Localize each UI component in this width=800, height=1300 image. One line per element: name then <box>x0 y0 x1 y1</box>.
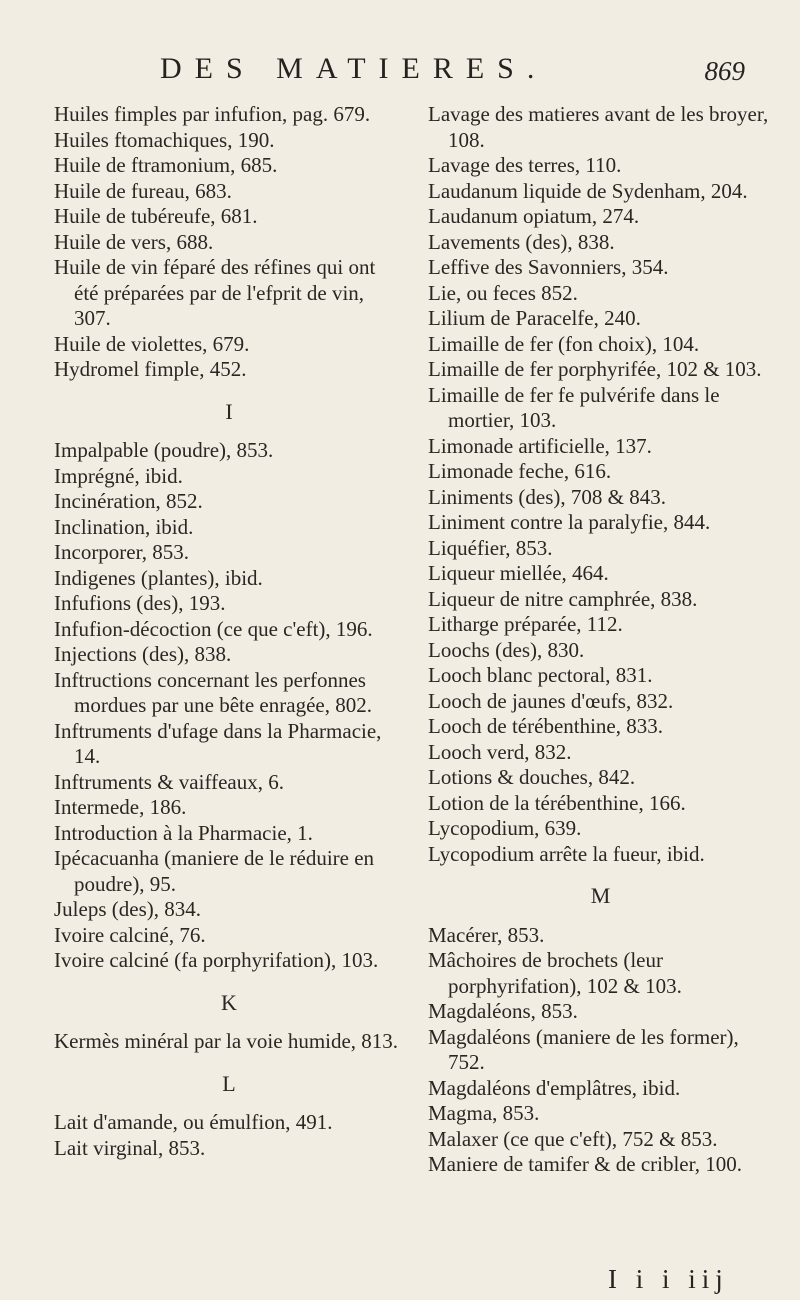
section-letter-k: K <box>221 989 237 1015</box>
index-entry: Limonade feche, 616. <box>428 459 612 483</box>
index-entry: Liniment contre la paralyfie, 844. <box>428 510 711 534</box>
index-entry: Loochs (des), 830. <box>428 637 585 662</box>
index-entry: Huile de ftramonium, 685. <box>54 153 278 177</box>
index-entry: Infufions (des), 193. <box>54 591 226 615</box>
index-entry: Magdaléons, 853. <box>428 999 578 1023</box>
index-entry: Lait d'amande, ou émulfion, 491. <box>54 1110 333 1134</box>
index-entry: Malaxer (ce que c'eft), 752 & 853. <box>428 1126 718 1151</box>
index-entry: Magma, 853. <box>428 1101 540 1125</box>
index-entry: Huile de vin féparé des réfines qui ont été préparées par de l'efprit de vin, 307. <box>54 255 376 330</box>
index-entry: Lotion de la térébenthine, 166. <box>428 790 686 815</box>
index-entry: Indigenes (plantes), ibid. <box>54 565 263 590</box>
index-entry: Limaille de fer (fon choix), 104. <box>428 331 700 356</box>
index-entry: Inclination, ibid. <box>54 514 194 539</box>
index-entry: Laudanum opiatum, 274. <box>428 204 640 228</box>
index-entry: Impalpable (poudre), 853. <box>54 438 274 462</box>
index-entry: Liniments (des), 708 & 843. <box>428 484 666 509</box>
index-entry: Liqueur miellée, 464. <box>428 561 609 585</box>
index-entry: Mâchoires de brochets (leur porphyrifation), 102 & 103. <box>428 948 682 998</box>
index-entry: Inftruments & vaiffeaux, 6. <box>54 769 284 794</box>
index-entry: Hydromel fimple, 452. <box>54 357 247 381</box>
index-entry: Incinération, 852. <box>54 489 203 513</box>
index-entry: Limaille de fer fe pulvérife dans le mortier, 103. <box>428 382 720 432</box>
index-entry: Inftruments d'ufage dans la Pharmacie, 14. <box>54 718 382 768</box>
index-entry: Lycopodium, 639. <box>428 816 582 840</box>
index-column-left <box>54 102 404 1161</box>
index-entry: Juleps (des), 834. <box>54 897 201 921</box>
index-entry: Intermede, 186. <box>54 795 187 819</box>
index-entry: Looch blanc pectoral, 831. <box>428 663 653 687</box>
entry-group-h <box>54 102 404 383</box>
entry-group-l <box>54 1110 404 1161</box>
index-column-right <box>428 102 773 1178</box>
index-entry: Liquéfier, 853. <box>428 535 553 560</box>
index-entry: Imprégné, ibid. <box>54 463 183 488</box>
index-entry: Magdaléons (maniere de les former), 752. <box>428 1024 739 1074</box>
index-entry: Limonade artificielle, 137. <box>428 433 652 458</box>
index-entry: Introduction à la Pharmacie, 1. <box>54 820 313 845</box>
index-entry: Huile de fureau, 683. <box>54 178 232 203</box>
section-letter-i: I <box>225 398 233 424</box>
index-entry: Kermès minéral par la voie humide, 813. <box>54 1029 399 1053</box>
index-entry: Macérer, 853. <box>428 922 545 947</box>
index-entry: Huiles ftomachiques, 190. <box>54 127 275 152</box>
index-entry: Maniere de tamifer & de cribler, 100. <box>428 1152 743 1176</box>
index-entry: Infufion-décoction (ce que c'eft), 196. <box>54 616 373 641</box>
index-entry: Lilium de Paracelfe, 240. <box>428 306 641 330</box>
index-entry: Looch de jaunes d'œufs, 832. <box>428 688 674 713</box>
index-entry: Lait virginal, 853. <box>54 1135 206 1160</box>
index-entry: Looch verd, 832. <box>428 739 572 764</box>
index-entry: Ivoire calciné, 76. <box>54 922 206 947</box>
index-entry: Lotions & douches, 842. <box>428 765 636 789</box>
index-entry: Ivoire calciné (fa porphyrifation), 103. <box>54 948 379 972</box>
page-number: 869 <box>704 56 745 86</box>
entry-group-m <box>428 923 773 1178</box>
index-entry: Lavements (des), 838. <box>428 229 615 254</box>
section-letter-m: M <box>590 883 611 908</box>
index-entry: Leffive des Savonniers, 354. <box>428 255 669 279</box>
index-entry: Huiles fimples par infufion, pag. 679. <box>54 102 371 126</box>
index-entry: Inftructions concernant les perfonnes mordues par une bête enragée, 802. <box>54 667 372 717</box>
index-entry: Injections (des), 838. <box>54 642 232 666</box>
index-entry: Huile de tubéreufe, 681. <box>54 204 258 228</box>
section-letter-l: L <box>222 1070 236 1096</box>
index-entry: Looch de térébenthine, 833. <box>428 714 663 738</box>
index-entry: Laudanum liquide de Sydenham, 204. <box>428 178 748 203</box>
index-entry: Limaille de fer porphyrifée, 102 & 103. <box>428 357 762 381</box>
index-entry: Huile de violettes, 679. <box>54 331 250 356</box>
signature-mark: I i i iij <box>608 1264 729 1294</box>
entry-group-i <box>54 438 404 974</box>
running-head: DES MATIERES. <box>160 52 548 85</box>
index-entry: Incorporer, 853. <box>54 540 190 564</box>
index-entry: Huile de vers, 688. <box>54 229 214 254</box>
entry-group-k <box>54 1029 404 1055</box>
index-entry: Liqueur de nitre camphrée, 838. <box>428 586 698 611</box>
index-entry: Magdaléons d'emplâtres, ibid. <box>428 1075 681 1100</box>
index-entry: Lie, ou feces 852. <box>428 280 578 305</box>
index-entry: Lavage des terres, 110. <box>428 153 622 177</box>
page-header <box>0 52 800 92</box>
index-entry: Ipécacuanha (maniere de le réduire en poudre), 95. <box>54 846 375 896</box>
index-entry: Lavage des matieres avant de les broyer, 108. <box>428 102 769 152</box>
index-entry: Litharge préparée, 112. <box>428 612 623 636</box>
entry-group-l-continued <box>428 102 773 867</box>
index-entry: Lycopodium arrête la fueur, ibid. <box>428 841 705 866</box>
